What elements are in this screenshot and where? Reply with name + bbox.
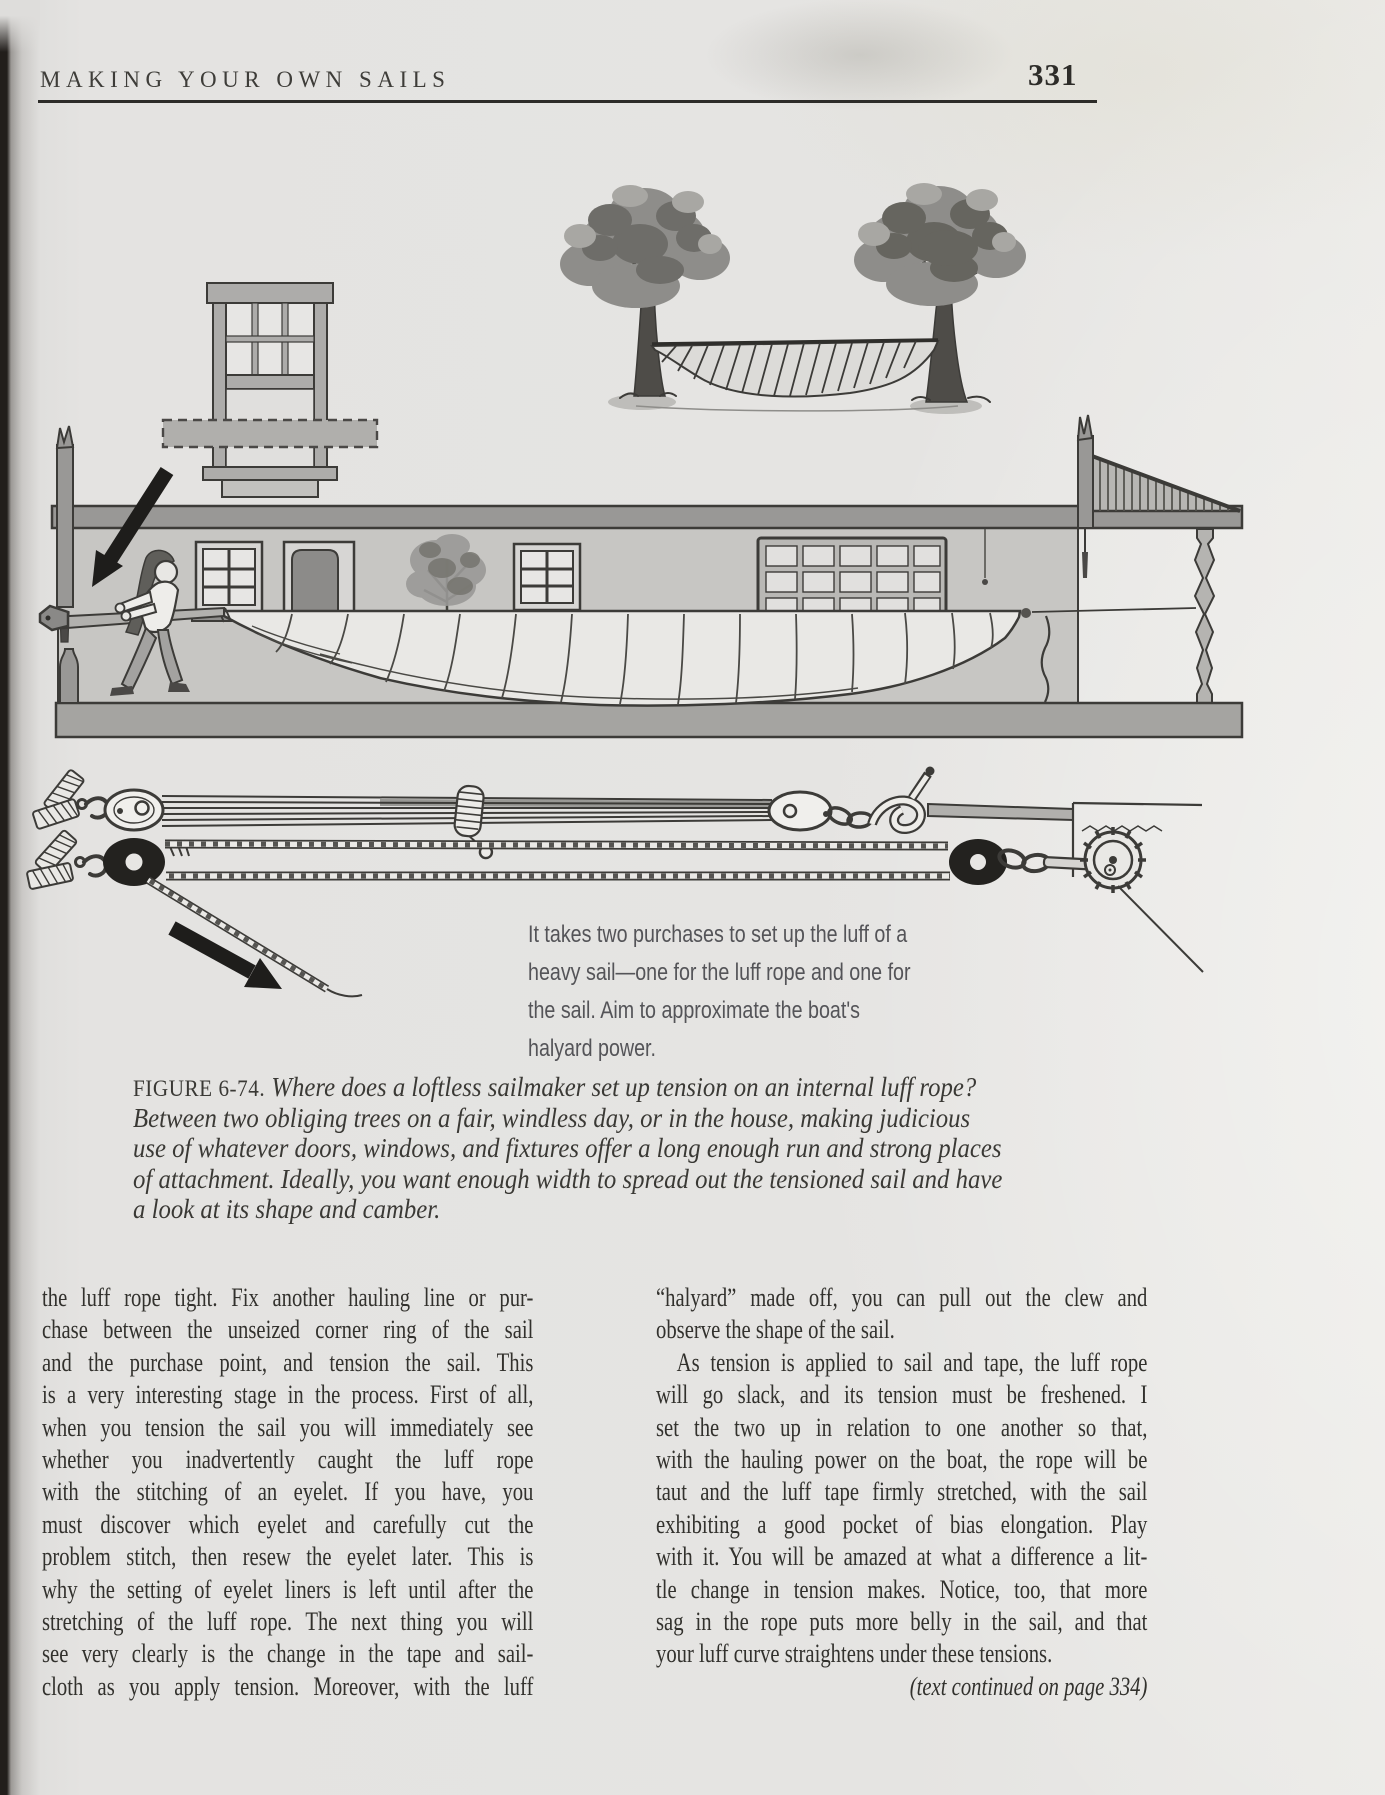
text-line: of attachment. Ideally, you want enough width to spread out the tensioned sail and have (133, 1162, 1003, 1194)
text-line: cloth as you apply tension. Moreover, with the luff (42, 1670, 534, 1701)
text-line: As tension is applied to sail and tape, the luff rope (656, 1346, 1148, 1377)
text-line: with the hauling power on the boat, the rope will be (656, 1443, 1148, 1474)
text-line: a look at its shape and camber. (133, 1193, 441, 1225)
hammock-sail-between-trees (652, 340, 938, 397)
ratchet-gear (1080, 827, 1146, 893)
illustration-caption (528, 916, 1036, 1068)
text-line: is a very interesting stage in the process. First of all, (42, 1379, 534, 1410)
text-line: use of whatever doors, windows, and fixtures offer a long enough run and strong places (133, 1132, 1002, 1164)
text-line: with the stitching of an eyelet. If you have, you (42, 1476, 534, 1507)
text-line: will go slack, and its tension must be freshened. I (656, 1379, 1148, 1410)
spine-top-fade (0, 0, 40, 52)
house-window (514, 544, 580, 610)
body-right-column (656, 1281, 1147, 1702)
page-number: 331 (1028, 57, 1078, 92)
text-line: must discover which eyelet and carefully cut the (42, 1508, 534, 1539)
text-line: problem stitch, then resew the eyelet later. This is (42, 1541, 534, 1572)
body-left-column (42, 1281, 533, 1702)
floor-band (56, 703, 1242, 737)
text-line: when you tension the sail you will immediately see (42, 1411, 534, 1442)
text-line: the sail. Aim to approximate the boat's (528, 997, 860, 1024)
text-line: halyard power. (528, 1035, 656, 1062)
text-line: sag in the rope puts more belly in the sail, and that (656, 1605, 1148, 1636)
text-line: tle change in tension makes. Notice, too, that more (656, 1573, 1148, 1604)
figure-caption-line (133, 1072, 1150, 1103)
text-line: heavy sail—one for the luff rope and one for (528, 959, 911, 986)
text-line: observe the shape of the sail. (656, 1314, 895, 1345)
figure-caption (133, 1072, 1150, 1225)
header-rule (38, 100, 1097, 103)
trees-and-hammock-sail (560, 183, 1026, 414)
text-line: the luff rope tight. Fix another hauling line or pur- (42, 1282, 534, 1312)
text-line: “halyard” made off, you can pull out the clew and (656, 1282, 1148, 1312)
running-header: MAKING YOUR OWN SAILS (40, 67, 451, 92)
text-line: taut and the luff tape firmly stretched, with the sail (656, 1476, 1148, 1507)
block-and-tackle-purchase (105, 790, 873, 830)
text-line: why the setting of eyelet liners is left until after the (42, 1573, 534, 1604)
figure-caption-text: Where does a loftless sailmaker set up tension on an internal luff rope? (271, 1071, 977, 1102)
figure-label: FIGURE 6-74. (133, 1076, 266, 1102)
text-line: with it. You will be amazed at what a difference a lit- (656, 1541, 1148, 1572)
porch-column (1195, 529, 1214, 703)
text-line: It takes two purchases to set up the luff of a (528, 921, 908, 948)
detached-window-with-board (163, 283, 377, 497)
eaves-band (52, 506, 1242, 528)
text-line: Between two obliging trees on a fair, windless day, or in the house, making judicious (133, 1101, 971, 1133)
text-line: whether you inadvertently caught the luff rope (42, 1443, 534, 1474)
text-line: exhibiting a good pocket of bias elongation. Play (656, 1508, 1148, 1539)
text-line: stretching of the luff rope. The next thing you will (42, 1605, 534, 1636)
text-line: your luff curve straightens under these tensions. (656, 1638, 1053, 1669)
text-line: see very clearly is the change in the tape and sail- (42, 1638, 534, 1669)
down-right-arrow-icon (172, 928, 282, 989)
continuation-note: (text continued on page 334) (909, 1670, 1148, 1701)
text-line: set the two up in relation to one another so that, (656, 1411, 1148, 1442)
board-through-window (163, 420, 377, 447)
text-line: chase between the unseized corner ring of the sail (42, 1314, 534, 1345)
stopper-knot (872, 767, 935, 830)
text-line: and the purchase point, and tension the sail. This (42, 1346, 534, 1377)
